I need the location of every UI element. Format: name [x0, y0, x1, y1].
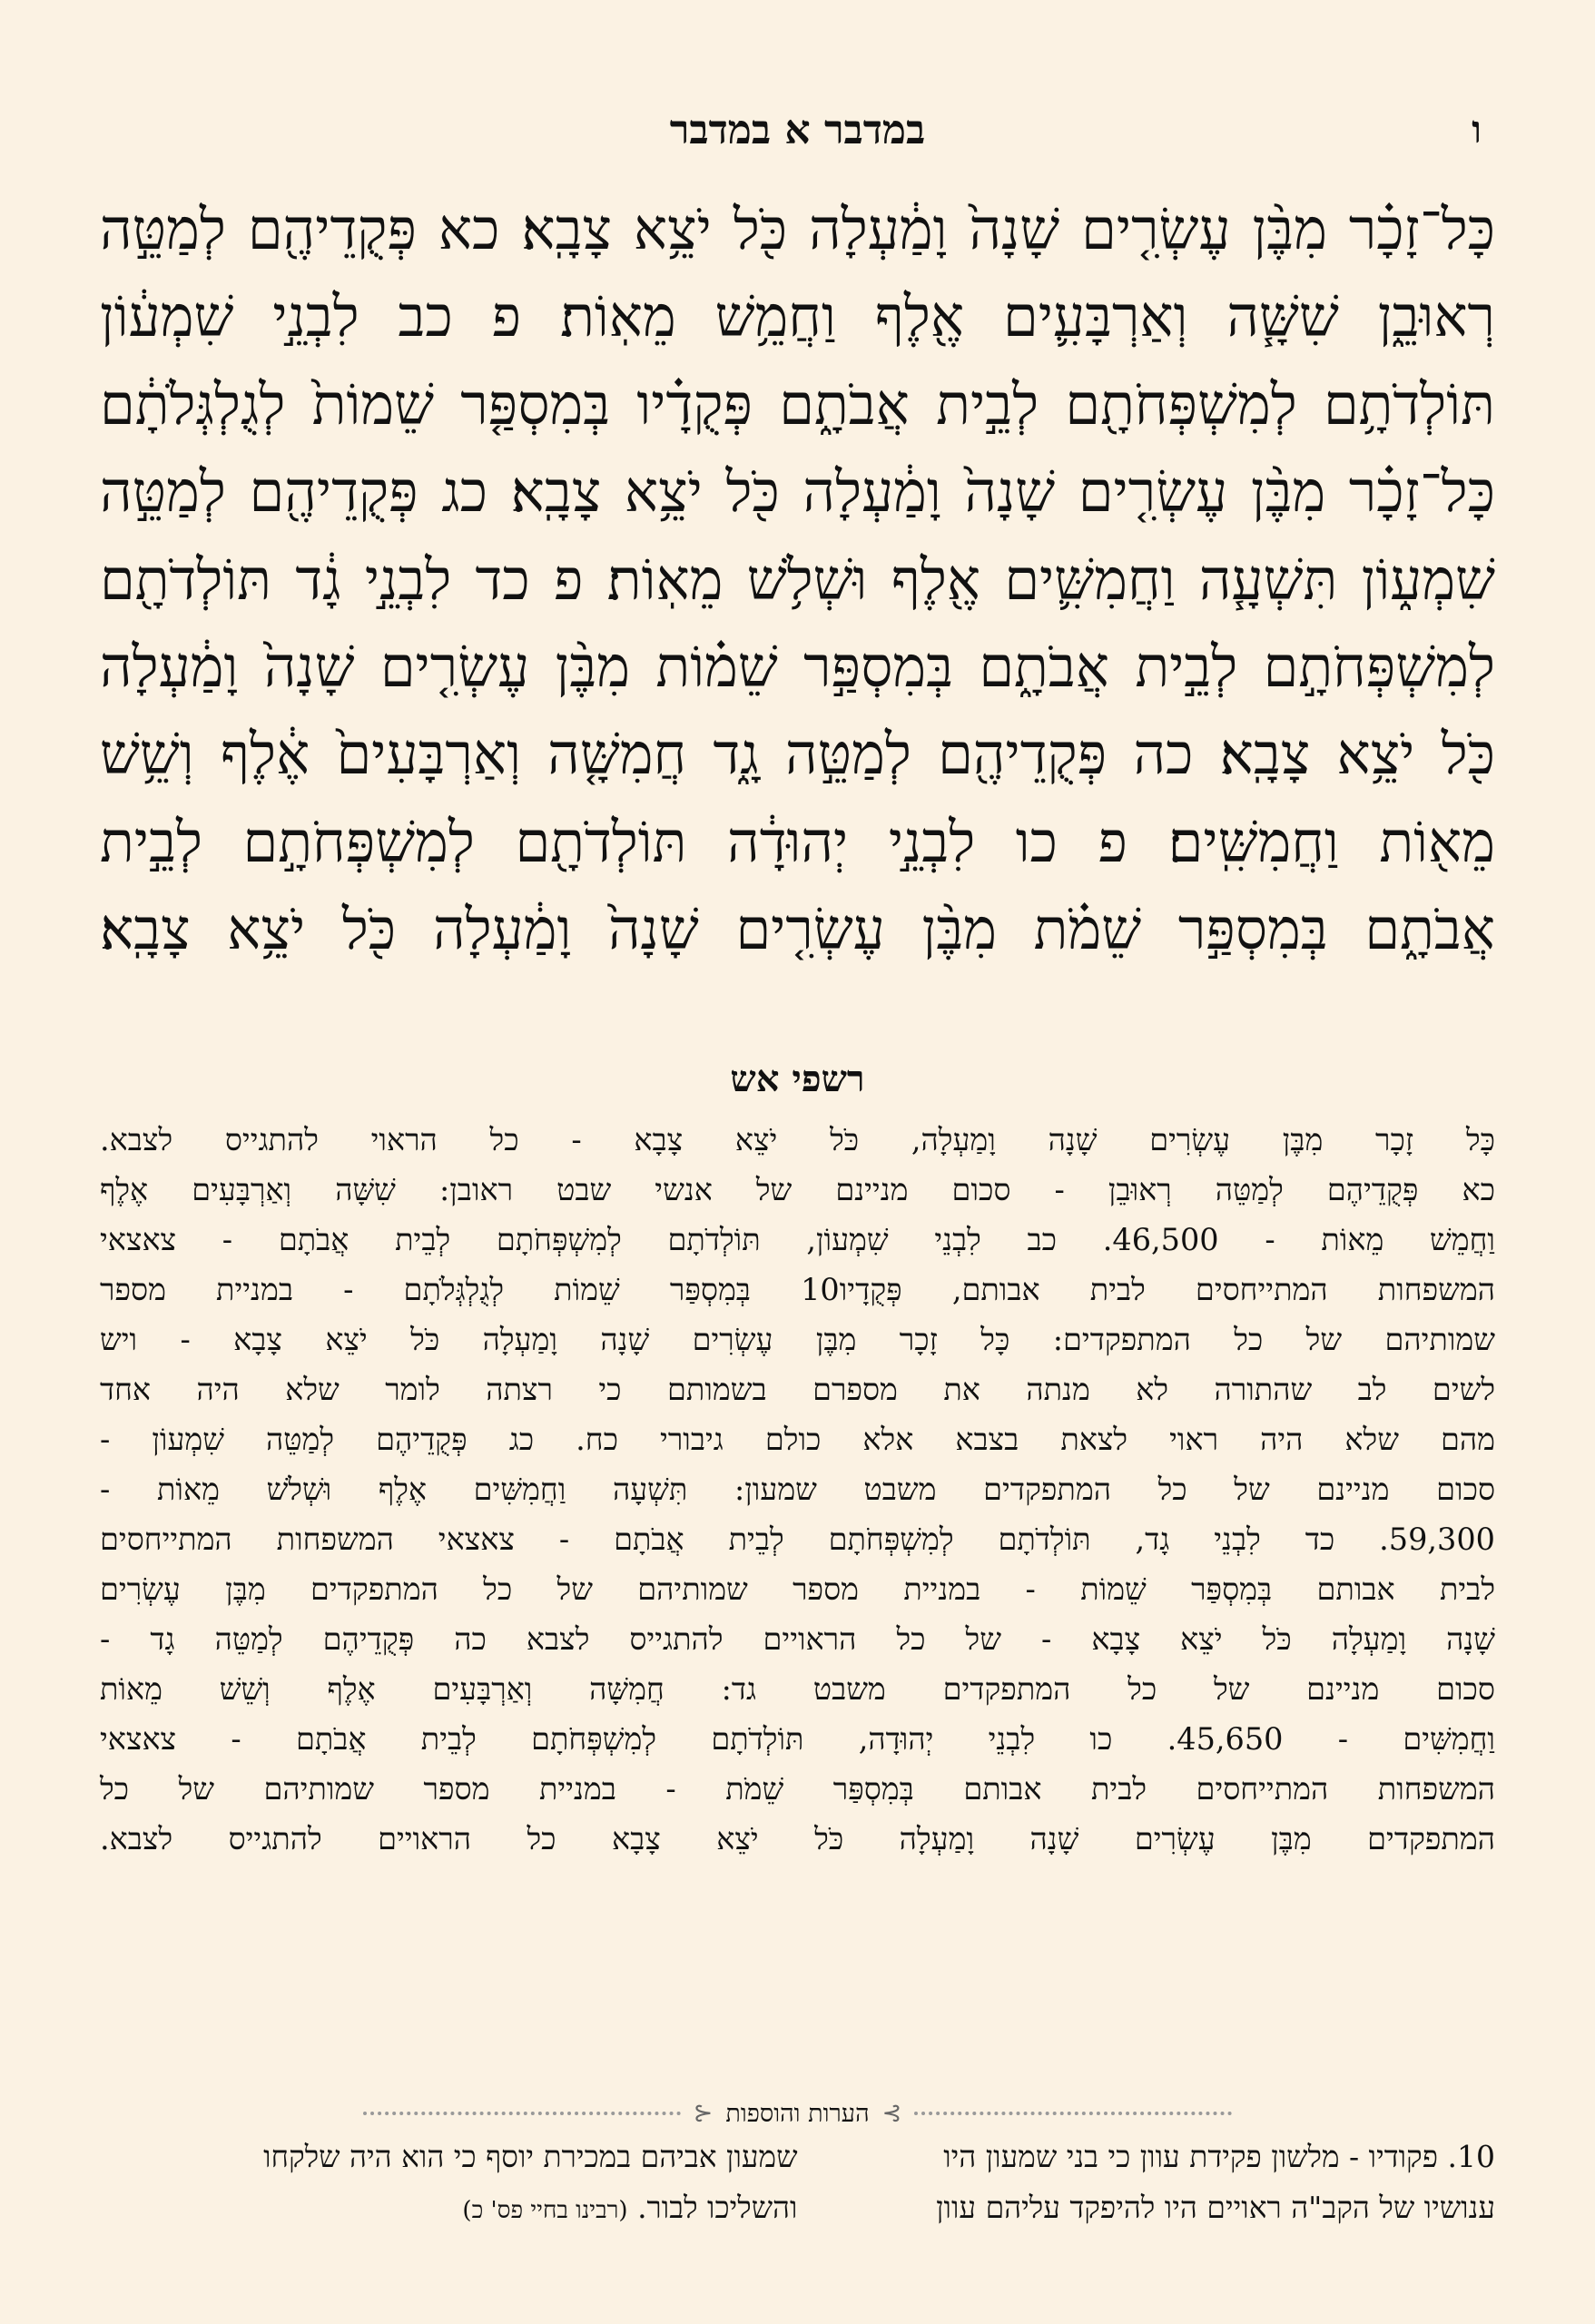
commentary-line: סכום מניינם של כל המתפקדים משבט שמעון: תִּשְׁעָה וַחֲמִשִּׁים אֶלֶף וּשְׁלֹשׁ מֵאוֹת -: [100, 1472, 1495, 1507]
commentary-line: סכום מניינם של כל המתפקדים משבט גד: חֲמִשָּׁה וְאַרְבָּעִים אֶלֶף וְשֵׁשׁ מֵאוֹת: [100, 1671, 1495, 1707]
verse-line: מֵא֖וֹת וַחֲמִשִּֽׁים׃ פ כו לִבְנֵ֣י יְהוּדָ֔ה תּוֹלְדֹתָ֖ם לְמִשְׁפְּחֹתָ֣ם לְבֵ֣ית: [100, 808, 1495, 875]
footnote-line: שמעון אביהם במכירת יוסף כי הוא היה שלקחו: [263, 2139, 798, 2174]
commentary-line: לשים לב שהתורה לא מנתה את מספרם בשמותם כי רצתה לומר שלא היה אחד: [100, 1372, 1495, 1407]
verse-line: לְמִשְׁפְּחֹתָ֣ם לְבֵ֣ית אֲבֹתָ֑ם בְּמִסְפַּ֣ר שֵׁמ֗וֹת מִבֶּ֨ן עֶשְׂרִ֤ים שָׁנָה֙ וָמַ֔עְלָה: [100, 634, 1495, 701]
verse-line: שִׁמְע֑וֹן תִּשְׁעָ֧ה וַחֲמִשִּׁ֛ים אֶ֖לֶף וּשְׁלֹ֥שׁ מֵאֽוֹת׃ פ כד לִבְנֵ֣י גָ֔ד תּוֹלְדֹתָ֖ם: [100, 546, 1495, 613]
verse-line: אֲבֹתָ֑ם בְּמִסְפַּ֣ר שֵׁמֹ֗ת מִבֶּ֨ן עֶשְׂרִ֤ים שָׁנָה֙ וָמַ֔עְלָה כֹּ֖ל יֹצֵ֥א צָבָֽא׃: [100, 896, 1495, 963]
commentary-line: מהם שלא היה ראוי לצאת בצבא אלא כולם גיבורי כח. כג פְּקֻדֵיהֶם לְמַטֵּה שִׁמְעוֹן -: [100, 1422, 1495, 1457]
torah-text: [100, 186, 1495, 974]
footnote-column-right: [825, 2132, 1495, 2233]
commentary-line: כָּל זָכָר מִבֶּן עֶשְׂרִים שָׁנָה וָמַעְלָה, כֹּל יֹצֵא צָבָא - כל הראוי להתגייס לצבא.: [100, 1122, 1495, 1157]
commentary-line: לבית אבותם בְּמִסְפַּר שֵׁמוֹת - במניית מספר שמותיהם של כל המתפקדים מִבֶּן עֶשְׂרִים: [100, 1571, 1495, 1607]
verse-line: כֹּ֖ל יֹצֵ֥א צָבָֽא׃ כה פְּקֻדֵיהֶ֖ם לְמַטֵּ֣ה גָ֑ד חֲמִשָּׁ֤ה וְאַרְבָּעִים֙ אֶ֔לֶף וְשֵׁ֥שׁ: [100, 721, 1495, 788]
commentary-line: המשפחות המתייחסים לבית אבותם, פְּקֻדָיו10 בְּמִסְפַּר שֵׁמוֹת לְגֻלְגְּלֹתָם - במניית מספר: [100, 1272, 1495, 1307]
footnote-column-left: [100, 2132, 798, 2236]
footnote-line: ענושיו של הקב"ה ראויים היו להיפקד עליהם עוון: [936, 2190, 1495, 2225]
footnote-line: 10. פקודיו - מלשון פקידת עוון כי בני שמעון היו: [943, 2139, 1495, 2174]
commentary-line: שָׁנָה וָמַעְלָה כֹּל יֹצֵא צָבָא - של כל הראויים להתגייס לצבא כה פְּקֻדֵיהֶם לְמַטֵּה גָד -: [100, 1621, 1495, 1657]
commentary-line: וַחֲמִשִּׁים - 45,650. כו לִבְנֵי יְהוּדָה, תּוֹלְדֹתָם לְמִשְׁפְּחֹתָם לְבֵית אֲבֹתָם - צאצאי: [100, 1721, 1496, 1757]
verse-line: תּוֹלְדֹתָ֥ם לְמִשְׁפְּחֹתָ֖ם לְבֵ֣ית אֲבֹתָ֑ם פְּקֻדָ֗יו בְּמִסְפַּ֤ר שֵׁמוֹת֙ לְגֻלְגְּלֹתָ֔ם: [100, 370, 1495, 438]
page-number: ו: [1472, 107, 1482, 152]
footnote-text: והשליכו לבור.: [637, 2190, 798, 2225]
commentary-line: כא פְּקֻדֵיהֶם לְמַטֵּה רְאוּבֵן - סכום מניינם של אנשי שבט ראובן: שִׁשָּׁה וְאַרְבָּעִים אֶלֶף: [100, 1172, 1495, 1207]
verse-line: כָּל־זָכָ֗ר מִבֶּ֨ן עֶשְׂרִ֤ים שָׁנָה֙ וָמַ֔עְלָה כֹּ֖ל יֹצֵ֥א צָבָֽא׃ כג פְּקֻדֵיהֶ֖ם לְמַטֵּ֣ה: [100, 458, 1495, 526]
commentary-line: 59,300. כד לִבְנֵי גָד, תּוֹלְדֹתָם לְמִשְׁפְּחֹתָם לְבֵית אֲבֹתָם - צאצאי המשפחות המתייחסים: [100, 1521, 1495, 1557]
commentary-body: [100, 1115, 1495, 1864]
scroll-ornament-icon: ⊱: [881, 2100, 902, 2127]
footnote-source: (רבינו בחיי פס' כ): [462, 2197, 628, 2224]
notes-heading: הערות והוספות: [725, 2099, 870, 2128]
dotted-rule: [914, 2112, 1232, 2115]
commentary-line: המתפקדים מִבֶּן עֶשְׂרִים שָׁנָה וָמַעְלָה כֹּל יֹצֵא צָבָא כל הראויים להתגייס לצבא.: [100, 1821, 1495, 1856]
dotted-rule: [363, 2112, 681, 2115]
commentary-title: רשפי אש: [730, 1058, 865, 1100]
page-header: [113, 107, 1482, 171]
verse-line: רְאוּבֵ֑ן שִׁשָּׁ֧ה וְאַרְבָּעִ֛ים אֶ֖לֶף וַחֲמֵ֥שׁ מֵאֽוֹת׃ פ כב לִבְנֵ֣י שִׁמְע֔וֹן: [100, 283, 1495, 350]
running-title: במדבר א במדבר: [669, 107, 926, 153]
commentary-line: שמותיהם של כל המתפקדים: כָּל זָכָר מִבֶּן עֶשְׂרִים שָׁנָה וָמַעְלָה כֹּל יֹצֵא צָבָא - ויש: [100, 1322, 1495, 1357]
footnote-line: [100, 2182, 798, 2236]
commentary-line: המשפחות המתייחסים לבית אבותם בְּמִסְפַּר שֵׁמֹת - במניית מספר שמותיהם של כל: [100, 1771, 1495, 1807]
verse-line: כָּל־זָכָ֗ר מִבֶּ֨ן עֶשְׂרִ֤ים שָׁנָה֙ וָמַ֔עְלָה כֹּ֖ל יֹצֵ֥א צָבָֽא׃ כא פְּקֻדֵיהֶ֖ם לְמַטֵּ֣ה: [100, 196, 1495, 262]
commentary-line: וַחֲמֵשׁ מֵאוֹת - 46,500. כב לִבְנֵי שִׁמְעוֹן, תּוֹלְדֹתָם לְמִשְׁפְּחֹתָם לְבֵית אֲבֹתָם - צאצאי: [100, 1222, 1495, 1257]
notes-divider: [363, 2095, 1232, 2132]
scroll-ornament-icon: ⊰: [693, 2100, 714, 2127]
